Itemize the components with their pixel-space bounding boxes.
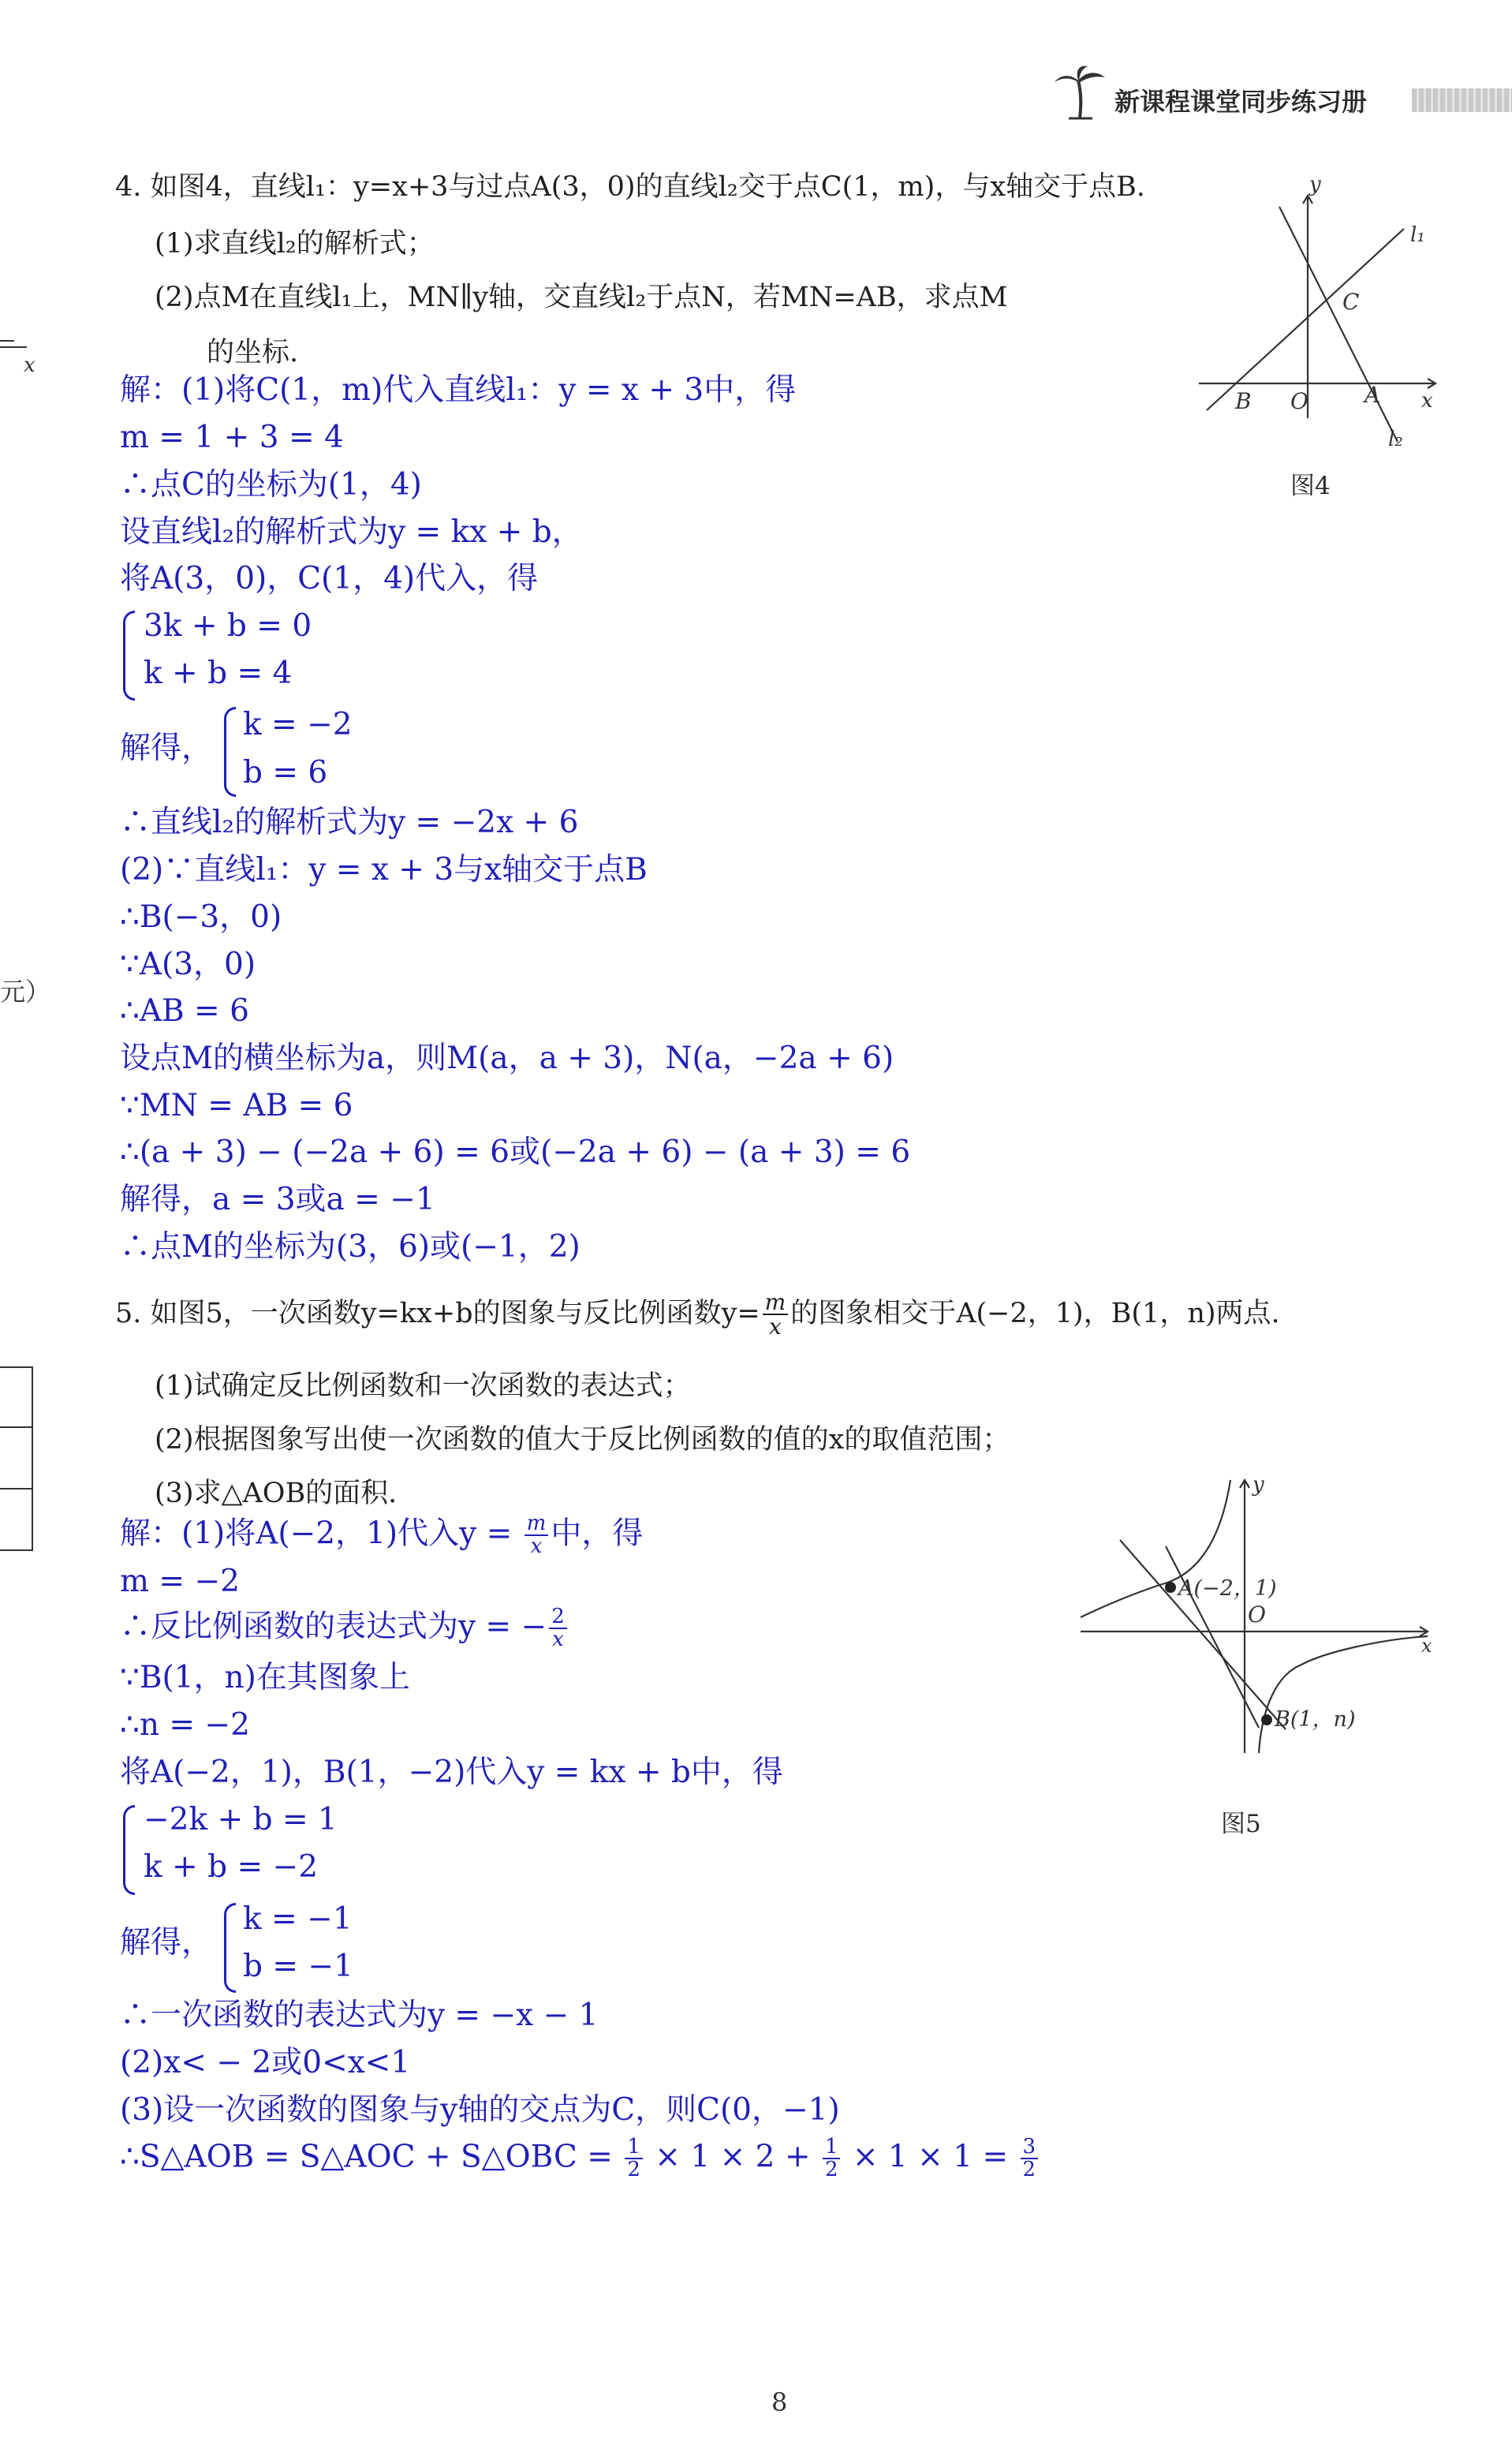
a5-sol-eq: k = −1	[243, 1901, 353, 1937]
a5-area-mid2: × 1 × 1 =	[842, 2139, 1018, 2175]
a5-sys-brace	[123, 1805, 135, 1895]
a4-line: 设点M的横坐标为a，则M(a，a + 3)，N(a，−2a + 6)	[120, 1041, 894, 1076]
a5-line2: m = −2	[120, 1564, 240, 1599]
a4-sys-eq: 3k + b = 0	[144, 608, 312, 644]
a4-line: ∴B(−3，0)	[120, 899, 282, 935]
a5-area-mid1: × 1 × 2 +	[644, 2139, 820, 2175]
q5-stem	[115, 1291, 1280, 1339]
a4-sys-brace	[123, 611, 135, 701]
a5-line6: 将A(−2，1)，B(1，−2)代入y = kx + b中，得	[120, 1755, 783, 1790]
q5-part2: (2)根据图象写出使一次函数的值大于反比例函数的值的x的取值范围；	[155, 1424, 1010, 1456]
a4-line: ∵MN = AB = 6	[120, 1088, 353, 1123]
fig4-caption: 图4	[1290, 472, 1331, 500]
fig5-label-x: x	[1421, 1635, 1432, 1657]
figure-5	[1073, 1469, 1443, 1761]
page-number: 8	[771, 2387, 788, 2417]
a5-line3-pre: ∴反比例函数的表达式为y = −	[120, 1609, 547, 1645]
a4-line: ∴(a + 3) − (−2a + 6) = 6或(−2a + 6) − (a + 3) = 6	[120, 1134, 911, 1170]
fig5-caption: 图5	[1221, 1810, 1261, 1838]
fig4-label-l2: l₂	[1388, 428, 1403, 451]
a4-sys-eq: k + b = 4	[144, 656, 293, 691]
a5-area-f3d: 2	[1022, 2158, 1036, 2182]
q5-frac-den: x	[769, 1314, 782, 1340]
a5-area-f3n: 3	[1021, 2136, 1039, 2159]
q4-part2b: 的坐标.	[207, 337, 299, 368]
fig5-label-o: O	[1248, 1602, 1266, 1628]
a4-line: ∴直线l₂的解析式为y = −2x + 6	[120, 805, 579, 840]
a5-line8: (2)x< − 2或0<x<1	[120, 2045, 411, 2080]
a4-line: (2)∵直线l₁：y = x + 3与x轴交于点B	[120, 852, 648, 888]
fig4-label-y: y	[1309, 174, 1321, 196]
fig4-label-b: B	[1235, 388, 1252, 414]
fig4-label-c: C	[1342, 289, 1360, 315]
header-bar	[1412, 88, 1512, 112]
edge-table-line	[0, 1549, 32, 1551]
header-title: 新课程课堂同步练习册	[1114, 87, 1368, 117]
a5-line9: (3)设一次函数的图象与y轴的交点为C，则C(0，−1)	[120, 2092, 840, 2128]
q5-stem-pre: 5. 如图5，一次函数y=kx+b的图象与反比例函数y=	[115, 1297, 760, 1329]
a5-area-pre: ∴S△AOB = S△AOC + S△OBC =	[120, 2139, 623, 2175]
a4-line: ∴AB = 6	[120, 993, 249, 1029]
edge-table-line	[0, 1426, 32, 1428]
a5-area-f1d: 2	[627, 2158, 640, 2182]
q4-part1: (1)求直线l₂的解析式；	[155, 228, 435, 260]
q5-stem-post: 的图象相交于A(−2，1)，B(1，n)两点.	[790, 1297, 1280, 1329]
fig5-label-a: A(−2，1)	[1178, 1576, 1277, 1601]
edge-table-line	[0, 1366, 32, 1368]
edge-table-vline	[32, 1366, 33, 1551]
a5-line1-num: m	[525, 1513, 549, 1536]
a5-area-frac3	[1021, 2136, 1039, 2181]
a5-sol-eq: b = −1	[243, 1949, 353, 1984]
a5-line4: ∵B(1，n)在其图象上	[120, 1660, 410, 1695]
q4-part2: (2)点M在直线l₁上，MN∥y轴，交直线l₂于点N，若MN=AB，求点M	[155, 282, 1008, 313]
a5-line3	[120, 1606, 569, 1651]
a5-area-frac2	[823, 2136, 841, 2181]
a4-line: 设直线l₂的解析式为y = kx + b，	[120, 514, 583, 550]
a4-sol-brace	[224, 707, 236, 797]
a5-sys-eq: −2k + b = 1	[144, 1802, 338, 1837]
q4-stem: 4. 如图4，直线l₁：y=x+3与过点A(3，0)的直线l₂交于点C(1，m)，与x轴交于点B.	[115, 171, 1145, 203]
fig5-label-b: B(1，n)	[1275, 1707, 1356, 1732]
a5-area-f1n: 1	[625, 2136, 643, 2159]
fig4-label-l1: l₁	[1410, 223, 1425, 247]
a5-line7: ∴一次函数的表达式为y = −x − 1	[120, 1998, 599, 2033]
figure-4	[1191, 174, 1443, 458]
a5-line3-frac	[549, 1606, 567, 1651]
a4-line: ∴点M的坐标为(3，6)或(−1，2)	[120, 1229, 581, 1265]
a4-line: 解：(1)将C(1，m)代入直线l₁：y = x + 3中，得	[120, 372, 797, 408]
a4-line: ∵A(3，0)	[120, 947, 256, 982]
a5-line3-den: x	[552, 1628, 564, 1652]
a5-line1-den: x	[530, 1534, 543, 1559]
edge-axis-x: x	[24, 353, 35, 377]
a5-line5: ∴n = −2	[120, 1707, 250, 1743]
a5-area-line	[120, 2136, 1040, 2181]
a5-sol-brace	[224, 1903, 236, 1993]
q5-frac-num: m	[763, 1291, 789, 1315]
a5-line1-post: 中，得	[551, 1516, 644, 1552]
q5-part1: (1)试确定反比例函数和一次函数的表达式；	[155, 1370, 691, 1402]
a5-line1-frac	[525, 1513, 549, 1558]
fig4-label-a: A	[1365, 382, 1381, 408]
a4-line: 解得，a = 3或a = −1	[120, 1182, 435, 1217]
a5-line1-pre: 解：(1)将A(−2，1)代入y =	[120, 1516, 522, 1552]
palm-tree-icon	[1053, 65, 1108, 120]
q5-part3: (3)求△AOB的面积.	[155, 1478, 398, 1509]
a4-line: ∴点C的坐标为(1，4)	[120, 467, 422, 503]
header-logo	[1053, 65, 1108, 123]
fig5-label-y: y	[1253, 1473, 1264, 1497]
a5-area-f2n: 1	[823, 2136, 841, 2159]
edge-arrow	[0, 338, 27, 353]
edge-table-line	[0, 1488, 32, 1489]
q5-stem-frac	[763, 1291, 789, 1339]
a5-sys-eq: k + b = −2	[144, 1849, 319, 1885]
a4-sol-eq: k = −2	[243, 707, 353, 742]
a5-area-f2d: 2	[824, 2158, 838, 2182]
edge-yuan: 元）	[0, 977, 51, 1007]
a4-line: 将A(3，0)，C(1，4)代入，得	[120, 561, 539, 596]
a4-sol-eq: b = 6	[243, 755, 328, 791]
a4-line: m = 1 + 3 = 4	[120, 420, 344, 455]
fig4-label-o: O	[1290, 388, 1309, 414]
a5-line3-num: 2	[549, 1606, 567, 1629]
a4-solve-label: 解得，	[120, 731, 213, 766]
fig4-label-x: x	[1421, 389, 1433, 413]
a5-line1	[120, 1513, 643, 1558]
a5-area-frac1	[625, 2136, 643, 2181]
a5-solve-label: 解得，	[120, 1925, 213, 1960]
